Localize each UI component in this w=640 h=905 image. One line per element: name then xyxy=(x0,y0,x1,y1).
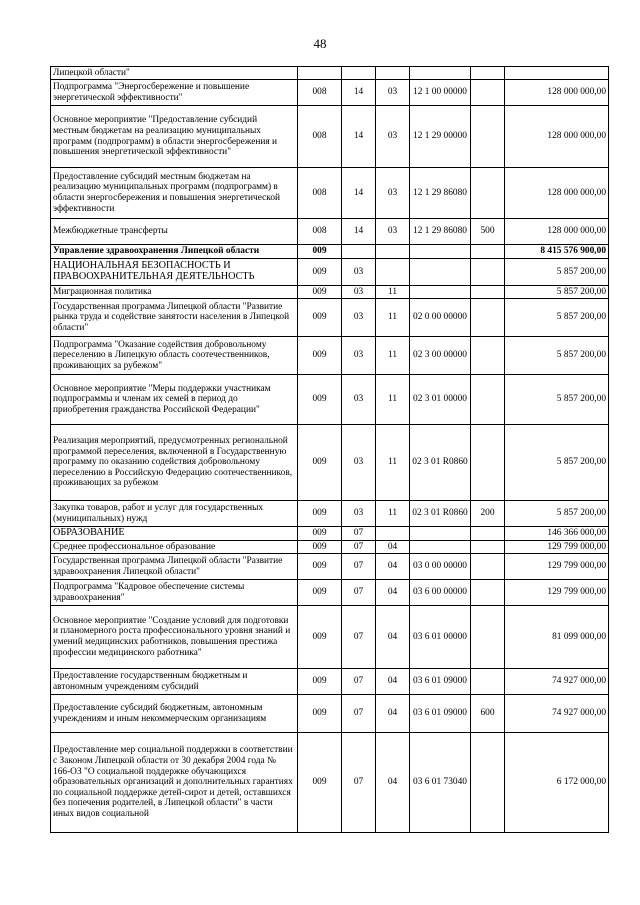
cell-name: Предоставление государственным бюджетным и автономным учреждениям субсидий xyxy=(51,669,298,695)
cell-section-code: 03 xyxy=(342,337,376,375)
cell-target-article: 03 6 01 00000 xyxy=(410,606,471,669)
table-row xyxy=(51,695,609,733)
cell-ministry-code: 008 xyxy=(298,219,342,245)
cell-section-code: 07 xyxy=(342,580,376,606)
cell-amount: 146 366 000,00 xyxy=(505,527,609,541)
cell-expense-type xyxy=(471,80,505,106)
cell-ministry-code: 009 xyxy=(298,501,342,527)
cell-ministry-code xyxy=(298,67,342,80)
cell-target-article: 02 0 00 00000 xyxy=(410,299,471,337)
cell-ministry-code: 009 xyxy=(298,669,342,695)
cell-expense-type: 500 xyxy=(471,219,505,245)
cell-section-code: 03 xyxy=(342,299,376,337)
cell-name: Государственная программа Липецкой области "Развитие здравоохранения Липецкой области" xyxy=(51,554,298,580)
table-row xyxy=(51,219,609,245)
cell-name: Среднее профессиональное образование xyxy=(51,541,298,554)
cell-section-code: 07 xyxy=(342,606,376,669)
cell-expense-type xyxy=(471,337,505,375)
cell-subsection-code: 04 xyxy=(376,541,410,554)
cell-ministry-code: 008 xyxy=(298,80,342,106)
cell-section-code: 14 xyxy=(342,219,376,245)
cell-amount: 128 000 000,00 xyxy=(505,106,609,168)
cell-subsection-code: 04 xyxy=(376,695,410,733)
table-body xyxy=(51,67,609,833)
cell-expense-type xyxy=(471,259,505,286)
cell-amount: 128 000 000,00 xyxy=(505,80,609,106)
cell-subsection-code: 11 xyxy=(376,299,410,337)
cell-amount: 6 172 000,00 xyxy=(505,733,609,833)
cell-amount: 5 857 200,00 xyxy=(505,299,609,337)
cell-target-article: 02 3 01 R0860 xyxy=(410,425,471,501)
cell-ministry-code: 009 xyxy=(298,299,342,337)
cell-subsection-code: 11 xyxy=(376,337,410,375)
cell-target-article xyxy=(410,259,471,286)
cell-subsection-code xyxy=(376,259,410,286)
table-row xyxy=(51,106,609,168)
cell-ministry-code: 009 xyxy=(298,375,342,425)
cell-target-article: 03 6 00 00000 xyxy=(410,580,471,606)
cell-name: Управление здравоохранения Липецкой области xyxy=(51,245,298,259)
cell-section-code: 03 xyxy=(342,501,376,527)
cell-target-article: 02 3 00 00000 xyxy=(410,337,471,375)
table-row xyxy=(51,259,609,286)
cell-subsection-code: 11 xyxy=(376,425,410,501)
table-row xyxy=(51,580,609,606)
cell-subsection-code: 03 xyxy=(376,219,410,245)
cell-amount: 129 799 000,00 xyxy=(505,554,609,580)
table-row xyxy=(51,80,609,106)
table-row xyxy=(51,286,609,299)
cell-name: Подпрограмма "Энергосбережение и повышение энергетической эффективности" xyxy=(51,80,298,106)
cell-subsection-code xyxy=(376,527,410,541)
cell-expense-type: 200 xyxy=(471,501,505,527)
table-row xyxy=(51,527,609,541)
cell-expense-type xyxy=(471,67,505,80)
cell-subsection-code: 04 xyxy=(376,606,410,669)
cell-section-code: 14 xyxy=(342,168,376,219)
cell-section-code: 07 xyxy=(342,733,376,833)
cell-expense-type xyxy=(471,580,505,606)
cell-expense-type xyxy=(471,541,505,554)
cell-section-code: 07 xyxy=(342,695,376,733)
cell-section-code: 07 xyxy=(342,554,376,580)
cell-ministry-code: 009 xyxy=(298,245,342,259)
cell-expense-type xyxy=(471,606,505,669)
cell-ministry-code: 009 xyxy=(298,580,342,606)
cell-ministry-code: 009 xyxy=(298,554,342,580)
cell-section-code: 03 xyxy=(342,259,376,286)
cell-name: Предоставление субсидий местным бюджетам на реализацию муниципальных программ (подпрограмм) в области энергосбережения и повышения энергетической эффективности xyxy=(51,168,298,219)
cell-amount: 74 927 000,00 xyxy=(505,669,609,695)
cell-subsection-code: 11 xyxy=(376,501,410,527)
cell-amount: 5 857 200,00 xyxy=(505,425,609,501)
table-row xyxy=(51,168,609,219)
cell-subsection-code xyxy=(376,245,410,259)
cell-amount: 5 857 200,00 xyxy=(505,501,609,527)
cell-subsection-code: 11 xyxy=(376,375,410,425)
cell-subsection-code: 11 xyxy=(376,286,410,299)
cell-name: Реализация мероприятий, предусмотренных региональной программой переселения, включенной в Государственную программу по оказанию содействия добровольному переселению в Российскую Федерацию соотечественников, проживающих за рубежом xyxy=(51,425,298,501)
cell-section-code: 07 xyxy=(342,669,376,695)
cell-target-article: 02 3 01 R0860 xyxy=(410,501,471,527)
cell-ministry-code: 009 xyxy=(298,527,342,541)
cell-amount: 128 000 000,00 xyxy=(505,168,609,219)
cell-target-article: 12 1 29 86080 xyxy=(410,219,471,245)
cell-name: Основное мероприятие "Создание условий для подготовки и планомерного роста профессионального уровня знаний и умений медицинских работников, повышения престижа профессии медицинского работника" xyxy=(51,606,298,669)
cell-target-article xyxy=(410,527,471,541)
cell-expense-type xyxy=(471,669,505,695)
cell-target-article: 12 1 29 00000 xyxy=(410,106,471,168)
cell-amount: 129 799 000,00 xyxy=(505,580,609,606)
cell-amount: 5 857 200,00 xyxy=(505,337,609,375)
cell-target-article: 03 0 00 00000 xyxy=(410,554,471,580)
cell-section-code xyxy=(342,245,376,259)
table-row xyxy=(51,375,609,425)
cell-target-article: 03 6 01 73040 xyxy=(410,733,471,833)
table-row xyxy=(51,669,609,695)
cell-ministry-code: 009 xyxy=(298,733,342,833)
cell-section-code: 07 xyxy=(342,527,376,541)
cell-name: Основное мероприятие "Предоставление субсидий местным бюджетам на реализацию муниципальных программ (подпрограмм) в области энергосбережения и повышения энергетической эффективности" xyxy=(51,106,298,168)
cell-expense-type: 600 xyxy=(471,695,505,733)
cell-target-article: 12 1 29 86080 xyxy=(410,168,471,219)
cell-name: Предоставление мер социальной поддержки в соответствии с Законом Липецкой области от 30 декабря 2004 года № 166-ОЗ "О социальной поддержке обучающихся образовательных организаций и дополнительных гарантиях по социальной поддержке детей-сирот и детей, оставшихся без попечения родителей, в Липецкой области" в части иных видов социальной xyxy=(51,733,298,833)
cell-name: Межбюджетные трансферты xyxy=(51,219,298,245)
cell-expense-type xyxy=(471,245,505,259)
cell-ministry-code: 009 xyxy=(298,337,342,375)
table-row xyxy=(51,733,609,833)
cell-section-code: 03 xyxy=(342,286,376,299)
cell-expense-type xyxy=(471,106,505,168)
cell-section-code: 07 xyxy=(342,541,376,554)
cell-ministry-code: 009 xyxy=(298,286,342,299)
cell-name: Предоставление субсидий бюджетным, автономным учреждениям и иным некоммерческим организациям xyxy=(51,695,298,733)
cell-name: Закупка товаров, работ и услуг для государственных (муниципальных) нужд xyxy=(51,501,298,527)
table-row xyxy=(51,67,609,80)
table-row xyxy=(51,425,609,501)
cell-section-code xyxy=(342,67,376,80)
cell-target-article: 03 6 01 09000 xyxy=(410,695,471,733)
cell-expense-type xyxy=(471,425,505,501)
cell-amount: 8 415 576 900,00 xyxy=(505,245,609,259)
cell-expense-type xyxy=(471,299,505,337)
page-number: 48 xyxy=(313,36,327,51)
cell-amount: 128 000 000,00 xyxy=(505,219,609,245)
cell-subsection-code xyxy=(376,67,410,80)
cell-amount: 5 857 200,00 xyxy=(505,259,609,286)
table-row xyxy=(51,245,609,259)
cell-target-article xyxy=(410,67,471,80)
cell-section-code: 03 xyxy=(342,425,376,501)
cell-ministry-code: 009 xyxy=(298,695,342,733)
cell-subsection-code: 04 xyxy=(376,669,410,695)
cell-name: Подпрограмма "Оказание содействия добровольному переселению в Липецкую область соотечественников, проживающих за рубежом" xyxy=(51,337,298,375)
cell-amount: 74 927 000,00 xyxy=(505,695,609,733)
cell-expense-type xyxy=(471,527,505,541)
cell-ministry-code: 008 xyxy=(298,106,342,168)
cell-subsection-code: 03 xyxy=(376,106,410,168)
budget-table xyxy=(50,66,609,833)
table-row xyxy=(51,541,609,554)
cell-ministry-code: 009 xyxy=(298,541,342,554)
cell-amount xyxy=(505,67,609,80)
cell-ministry-code: 009 xyxy=(298,425,342,501)
cell-name: Государственная программа Липецкой области "Развитие рынка труда и содействие занятости населения в Липецкой области" xyxy=(51,299,298,337)
cell-ministry-code: 009 xyxy=(298,259,342,286)
cell-section-code: 03 xyxy=(342,375,376,425)
cell-subsection-code: 04 xyxy=(376,580,410,606)
cell-amount: 81 099 000,00 xyxy=(505,606,609,669)
table-row xyxy=(51,501,609,527)
cell-ministry-code: 009 xyxy=(298,606,342,669)
cell-expense-type xyxy=(471,286,505,299)
cell-target-article xyxy=(410,541,471,554)
cell-name: Липецкой области" xyxy=(51,67,298,80)
cell-target-article: 02 3 01 00000 xyxy=(410,375,471,425)
table-row xyxy=(51,606,609,669)
cell-expense-type xyxy=(471,375,505,425)
cell-section-code: 14 xyxy=(342,106,376,168)
cell-subsection-code: 04 xyxy=(376,554,410,580)
cell-amount: 5 857 200,00 xyxy=(505,375,609,425)
cell-target-article xyxy=(410,286,471,299)
cell-name: ОБРАЗОВАНИЕ xyxy=(51,527,298,541)
cell-subsection-code: 03 xyxy=(376,168,410,219)
cell-target-article: 12 1 00 00000 xyxy=(410,80,471,106)
cell-name: Миграционная политика xyxy=(51,286,298,299)
cell-subsection-code: 03 xyxy=(376,80,410,106)
cell-amount: 129 799 000,00 xyxy=(505,541,609,554)
table-row xyxy=(51,554,609,580)
cell-expense-type xyxy=(471,168,505,219)
cell-section-code: 14 xyxy=(342,80,376,106)
cell-name: Подпрограмма "Кадровое обеспечение системы здравоохранения" xyxy=(51,580,298,606)
cell-ministry-code: 008 xyxy=(298,168,342,219)
cell-name: НАЦИОНАЛЬНАЯ БЕЗОПАСНОСТЬ И ПРАВООХРАНИТЕЛЬНАЯ ДЕЯТЕЛЬНОСТЬ xyxy=(51,259,298,286)
cell-target-article: 03 6 01 09000 xyxy=(410,669,471,695)
cell-expense-type xyxy=(471,554,505,580)
cell-expense-type xyxy=(471,733,505,833)
cell-amount: 5 857 200,00 xyxy=(505,286,609,299)
table-row xyxy=(51,337,609,375)
cell-name: Основное мероприятие "Меры поддержки участникам подпрограммы и членам их семей в период до приобретения гражданства Российской Федерации" xyxy=(51,375,298,425)
cell-subsection-code: 04 xyxy=(376,733,410,833)
cell-target-article xyxy=(410,245,471,259)
table-row xyxy=(51,299,609,337)
